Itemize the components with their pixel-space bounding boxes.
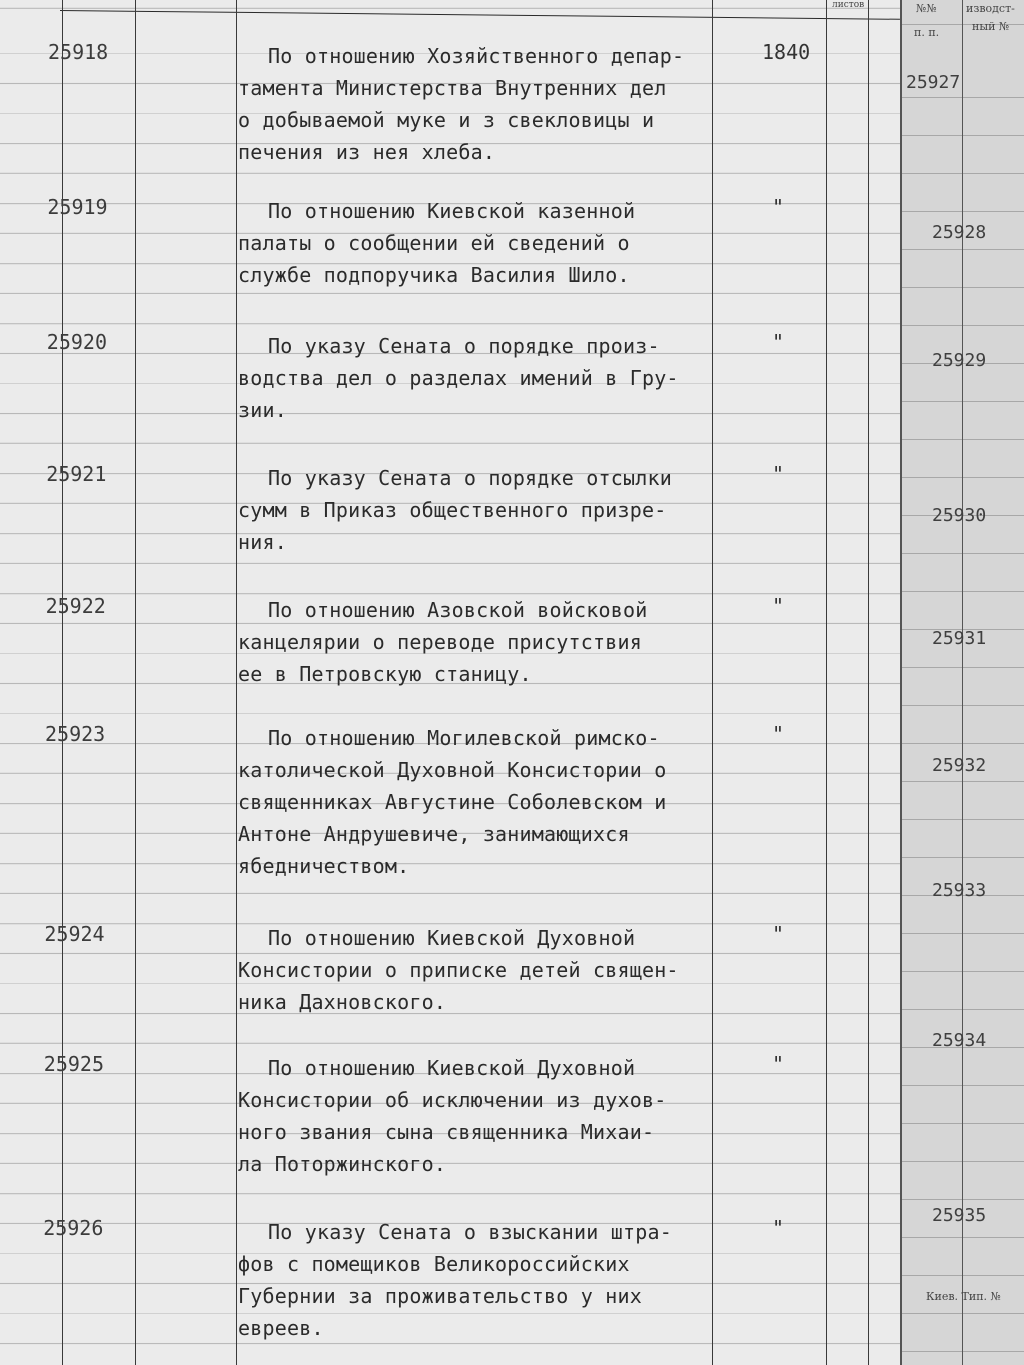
description-line: канцелярии о переводе присутствия [238,630,642,654]
right-entry-number: 25935 [932,1205,987,1226]
entry-number: 25918 [48,40,109,64]
description-line: По отношению Хозяйственного депар- [268,44,685,68]
description-line: По отношению Киевской Духовной [268,926,636,950]
description-line: сумм в Приказ общественного призре- [238,498,667,522]
header-nyi-label: ный № [972,20,1010,33]
description-line: Антоне Андрушевиче, занимающихся [238,822,630,846]
header-no-label: №№ [916,2,937,15]
header-pp-label: п. п. [914,26,940,39]
right-entry-number: 25933 [932,880,987,901]
description-line: печения из нея хлеба. [238,140,496,164]
right-entry-number: 25934 [932,1030,987,1051]
description-line: ее в Петровскую станицу. [238,662,532,686]
entry-year: " [772,722,785,746]
entry-year: " [772,462,785,486]
entry-number: 25920 [46,330,108,354]
description-line: Губернии за проживательство у них [238,1284,642,1308]
column-rule [868,0,869,1365]
description-line: По указу Сената о порядке произ- [268,334,660,358]
right-entry-number: 25929 [932,350,987,371]
description-line: католической Духовной Консистории о [238,758,667,782]
entry-description [238,462,728,558]
right-entry-number: 25927 [906,72,961,93]
description-line: Консистории о приписке детей священ- [238,958,679,982]
right-entry-number: 25930 [932,505,987,526]
entry-year: " [772,1052,785,1076]
ledger-page-right [900,0,1024,1365]
column-rule [236,0,237,1365]
description-line: водства дел о разделах имений в Гру- [238,366,679,390]
description-line: палаты о сообщении ей сведений о [238,231,630,255]
description-line: службе подпоручика Василия Шило. [238,263,630,287]
entry-year: " [772,1216,785,1240]
description-line: По указу Сената о взыскании штра- [268,1220,672,1244]
header-proizvod-label: изводст- [966,2,1015,15]
description-line: По отношению Киевской казенной [268,199,636,223]
description-line: ного звания сына священника Михаи- [238,1120,655,1144]
entry-description [238,1052,728,1180]
entry-description [238,722,728,882]
entry-description [238,922,728,1018]
entry-description [238,1216,728,1344]
description-line: ла Поторжинского. [238,1152,447,1176]
entry-description [238,594,728,690]
header-sheets-label: листов [832,0,865,10]
entry-year: " [772,195,785,219]
description-line: Консистории об исключении из духов- [238,1088,667,1112]
entry-year: " [772,594,785,618]
entry-number: 25923 [45,722,106,746]
description-line: тамента Министерства Внутренних дел [238,76,667,100]
entry-description [238,195,728,291]
description-line: ябедничеством. [238,854,410,878]
description-line: о добываемой муке и з свекловицы и [238,108,655,132]
description-line: евреев. [238,1316,324,1340]
right-entry-number: 25932 [932,755,987,776]
description-line: священниках Августине Соболевском и [238,790,667,814]
entry-number: 25926 [43,1216,104,1240]
description-line: фов с помещиков Великороссийских [238,1252,630,1276]
entry-number: 25919 [47,195,108,219]
description-line: По указу Сената о порядке отсылки [268,466,672,490]
top-rule [60,10,900,20]
entry-number: 25925 [43,1052,105,1076]
description-line: ника Дахновского. [238,990,447,1014]
right-entry-number: 25928 [932,222,987,243]
entry-year: " [772,922,785,946]
right-entry-number: 25931 [932,628,987,649]
description-line: По отношению Азовской войсковой [268,598,648,622]
entry-number: 25921 [46,462,107,486]
entry-year: 1840 [762,40,811,64]
description-line: По отношению Могилевской римско- [268,726,660,750]
description-line: По отношению Киевской Духовной [268,1056,636,1080]
entry-description [238,330,728,426]
description-line: зии. [238,398,287,422]
entry-description [238,40,728,168]
entry-year: " [772,330,785,354]
entry-number: 25922 [45,594,106,618]
description-line: ния. [238,530,287,554]
column-rule [962,0,963,1365]
entry-number: 25924 [44,922,105,946]
print-mark: Киев. Тип. № [926,1290,1001,1303]
